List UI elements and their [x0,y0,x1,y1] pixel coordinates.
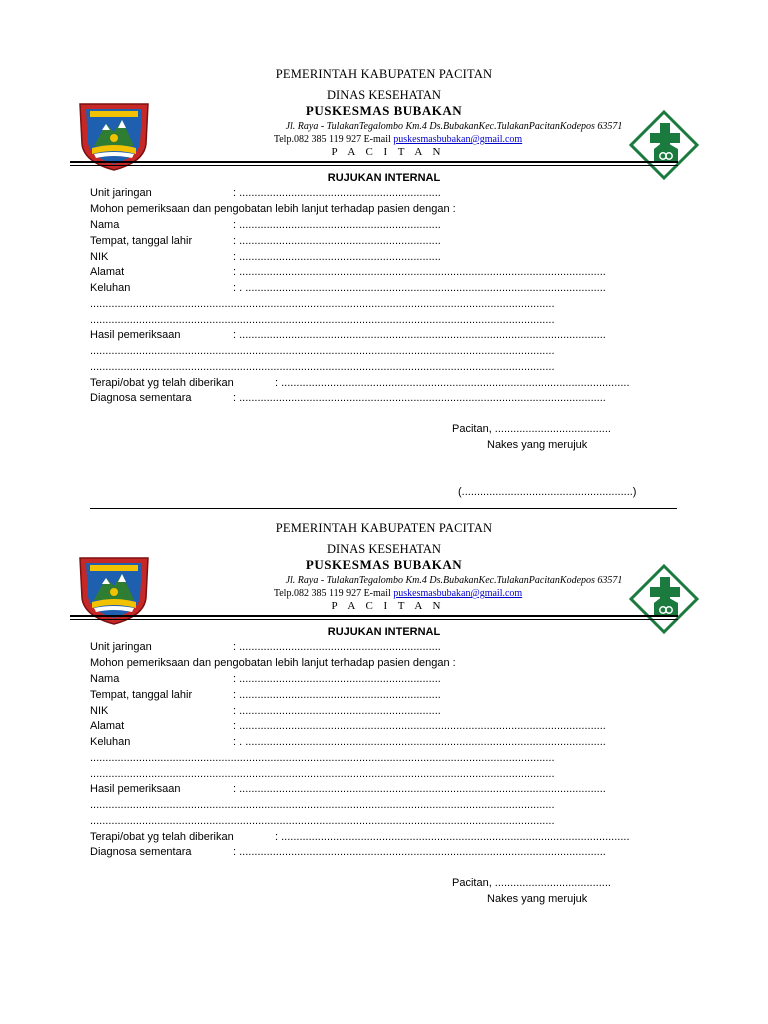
kop-email-link[interactable]: puskesmasbubakan@gmail.com [393,588,523,599]
field-alamat[interactable] [90,719,606,734]
value-nama: : .................................................................. [233,219,441,231]
kop-government: PEMERINTAH KABUPATEN PACITAN [275,67,493,81]
intro-text: Mohon pemeriksaan dan pengobatan lebih lanjut terhadap pasien dengan : [90,203,456,215]
label-nama: Nama [90,673,120,685]
label-nik: NIK [90,251,109,263]
keluhan-line-2[interactable]: ........................................................................................................................................................ [90,298,555,310]
header-rule-thick [70,615,678,617]
field-terapi[interactable] [90,830,630,845]
value-alamat: : ........................................................................................................................ [233,720,606,732]
label-diagnosa: Diagnosa sementara [90,392,192,404]
value-nik: : .................................................................. [233,705,441,717]
keluhan-line-2[interactable]: ........................................................................................................................................................ [90,752,555,764]
field-nik[interactable] [90,250,441,265]
field-ttl[interactable] [90,688,441,703]
kop-department: DINAS KESEHATAN [327,542,441,556]
label-keluhan: Keluhan [90,736,131,748]
label-ttl: Tempat, tanggal lahir [90,689,193,701]
hasil-line-2[interactable]: ........................................................................................................................................................ [90,345,555,357]
value-ttl: : .................................................................. [233,689,441,701]
place-date[interactable]: Pacitan, ...................................... [452,877,611,889]
label-alamat: Alamat [90,720,125,732]
label-hasil: Hasil pemeriksaan [90,329,181,341]
field-terapi[interactable] [90,376,630,391]
kop-institution: PUSKESMAS BUBAKAN [305,557,463,572]
label-nama: Nama [90,219,120,231]
intro-text: Mohon pemeriksaan dan pengobatan lebih lanjut terhadap pasien dengan : [90,657,456,669]
field-hasil[interactable] [90,328,606,343]
field-nik[interactable] [90,704,441,719]
value-keluhan: : . ...................................................................................................................... [233,736,606,748]
hasil-line-3[interactable]: ........................................................................................................................................................ [90,361,555,373]
value-diagnosa: : ........................................................................................................................ [233,392,606,404]
hasil-line-2[interactable]: ........................................................................................................................................................ [90,799,555,811]
label-unit: Unit jaringan [90,187,152,199]
label-keluhan: Keluhan [90,282,131,294]
value-unit: : .................................................................. [233,187,441,199]
kop-city: P A C I T A N [331,146,445,158]
field-diagnosa[interactable] [90,391,606,406]
value-nama: : .................................................................. [233,673,441,685]
form-title: RUJUKAN INTERNAL [327,626,441,638]
field-nama[interactable] [90,672,441,687]
value-keluhan: : . ...................................................................................................................... [233,282,606,294]
label-nik: NIK [90,705,109,717]
place-date[interactable]: Pacitan, ...................................... [452,423,611,435]
field-unit[interactable] [90,640,441,655]
field-keluhan[interactable] [90,281,606,296]
kop-address: Jl. Raya - TulakanTegalombo Km.4 Ds.BubakanKec.TulakanPacitanKodepos 63571 [285,121,623,132]
keluhan-line-3[interactable]: ........................................................................................................................................................ [90,314,555,326]
kop-department: DINAS KESEHATAN [327,88,441,102]
label-ttl: Tempat, tanggal lahir [90,235,193,247]
value-hasil: : ........................................................................................................................ [233,783,606,795]
kop-government: PEMERINTAH KABUPATEN PACITAN [275,521,493,535]
value-terapi: : .................................................................................................................. [275,377,630,389]
label-terapi: Terapi/obat yg telah diberikan [90,377,234,389]
value-nik: : .................................................................. [233,251,441,263]
form-title: RUJUKAN INTERNAL [327,172,441,184]
referral-form-1 [0,0,768,510]
hasil-line-3[interactable]: ........................................................................................................................................................ [90,815,555,827]
kop-phone: Telp.082 385 119 927 E-mail [273,588,391,599]
value-diagnosa: : ........................................................................................................................ [233,846,606,858]
value-alamat: : ........................................................................................................................ [233,266,606,278]
kop-email-link[interactable]: puskesmasbubakan@gmail.com [393,134,523,145]
field-alamat[interactable] [90,265,606,280]
referral-form-2 [0,454,768,964]
signature-blank[interactable]: (........................................................) [458,486,637,498]
value-unit: : .................................................................. [233,641,441,653]
value-terapi: : .................................................................................................................. [275,831,630,843]
field-ttl[interactable] [90,234,441,249]
value-ttl: : .................................................................. [233,235,441,247]
label-unit: Unit jaringan [90,641,152,653]
kop-institution: PUSKESMAS BUBAKAN [305,103,463,118]
kop-address: Jl. Raya - TulakanTegalombo Km.4 Ds.BubakanKec.TulakanPacitanKodepos 63571 [285,575,623,586]
field-hasil[interactable] [90,782,606,797]
label-terapi: Terapi/obat yg telah diberikan [90,831,234,843]
label-hasil: Hasil pemeriksaan [90,783,181,795]
keluhan-line-3[interactable]: ........................................................................................................................................................ [90,768,555,780]
puskesmas-logo-icon [628,563,700,635]
nakes-label: Nakes yang merujuk [487,893,588,905]
field-unit[interactable] [90,186,441,201]
header-rule-thick [70,161,678,163]
label-alamat: Alamat [90,266,125,278]
nakes-label: Nakes yang merujuk [487,439,588,451]
header-rule-thin [70,165,678,166]
label-diagnosa: Diagnosa sementara [90,846,192,858]
field-diagnosa[interactable] [90,845,606,860]
value-hasil: : ........................................................................................................................ [233,329,606,341]
kop-phone: Telp.082 385 119 927 E-mail [273,134,391,145]
field-keluhan[interactable] [90,735,606,750]
kop-city: P A C I T A N [331,600,445,612]
header-rule-thin [70,619,678,620]
puskesmas-logo-icon [628,109,700,181]
field-nama[interactable] [90,218,441,233]
